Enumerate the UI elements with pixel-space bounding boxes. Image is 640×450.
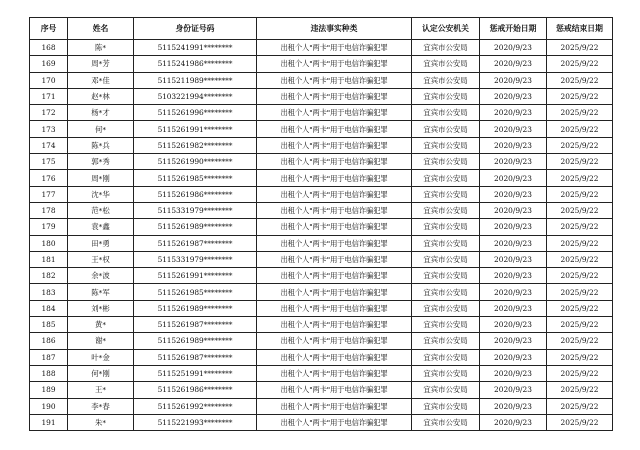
cell-name: 刘*彬 (68, 300, 134, 316)
cell-index: 179 (30, 219, 68, 235)
table-row (30, 56, 613, 72)
cell-authority: 宜宾市公安局 (412, 219, 480, 235)
cell-violation-type: 出租个人"两卡"用于电信诈骗犯罪 (257, 365, 412, 381)
table-row (30, 235, 613, 251)
cell-start-date: 2020/9/23 (480, 365, 547, 381)
cell-authority: 宜宾市公安局 (412, 398, 480, 414)
cell-start-date: 2020/9/23 (480, 121, 547, 137)
cell-start-date: 2020/9/23 (480, 317, 547, 333)
cell-end-date: 2025/9/22 (547, 284, 613, 300)
table-row (30, 40, 613, 56)
cell-name: 李*春 (68, 398, 134, 414)
cell-id-number: 5115251991******** (134, 365, 257, 381)
cell-authority: 宜宾市公安局 (412, 170, 480, 186)
table-row (30, 154, 613, 170)
cell-violation-type: 出租个人"两卡"用于电信诈骗犯罪 (257, 349, 412, 365)
cell-id-number: 5115261987******** (134, 317, 257, 333)
cell-name: 袁*鑫 (68, 219, 134, 235)
cell-end-date: 2025/9/22 (547, 317, 613, 333)
cell-name: 王* (68, 382, 134, 398)
table-row (30, 202, 613, 218)
cell-id-number: 5115261996******** (134, 105, 257, 121)
table-row (30, 317, 613, 333)
cell-index: 178 (30, 202, 68, 218)
cell-start-date: 2020/9/23 (480, 300, 547, 316)
cell-violation-type: 出租个人"两卡"用于电信诈骗犯罪 (257, 235, 412, 251)
cell-id-number: 5115211989******** (134, 72, 257, 88)
cell-end-date: 2025/9/22 (547, 235, 613, 251)
header-violation-type: 违法事实种类 (257, 18, 412, 40)
cell-violation-type: 出租个人"两卡"用于电信诈骗犯罪 (257, 121, 412, 137)
cell-start-date: 2020/9/23 (480, 40, 547, 56)
cell-start-date: 2020/9/23 (480, 154, 547, 170)
cell-index: 186 (30, 333, 68, 349)
header-end-date: 惩戒结束日期 (547, 18, 613, 40)
cell-name: 叶*金 (68, 349, 134, 365)
cell-name: 郭*秀 (68, 154, 134, 170)
cell-id-number: 5115261991******** (134, 121, 257, 137)
cell-end-date: 2025/9/22 (547, 121, 613, 137)
cell-authority: 宜宾市公安局 (412, 300, 480, 316)
cell-name: 谢* (68, 333, 134, 349)
cell-authority: 宜宾市公安局 (412, 414, 480, 430)
cell-index: 191 (30, 414, 68, 430)
cell-end-date: 2025/9/22 (547, 88, 613, 104)
cell-violation-type: 出租个人"两卡"用于电信诈骗犯罪 (257, 40, 412, 56)
cell-name: 陈*军 (68, 284, 134, 300)
cell-authority: 宜宾市公安局 (412, 105, 480, 121)
cell-end-date: 2025/9/22 (547, 251, 613, 267)
cell-authority: 宜宾市公安局 (412, 56, 480, 72)
table-row (30, 382, 613, 398)
blacklist-table (29, 17, 613, 431)
cell-index: 177 (30, 186, 68, 202)
cell-index: 168 (30, 40, 68, 56)
table-row (30, 186, 613, 202)
cell-end-date: 2025/9/22 (547, 154, 613, 170)
table-body (30, 40, 613, 431)
cell-name: 范*松 (68, 202, 134, 218)
cell-authority: 宜宾市公安局 (412, 88, 480, 104)
cell-id-number: 5115241991******** (134, 40, 257, 56)
cell-violation-type: 出租个人"两卡"用于电信诈骗犯罪 (257, 300, 412, 316)
cell-authority: 宜宾市公安局 (412, 365, 480, 381)
cell-index: 189 (30, 382, 68, 398)
cell-violation-type: 出租个人"两卡"用于电信诈骗犯罪 (257, 56, 412, 72)
cell-start-date: 2020/9/23 (480, 284, 547, 300)
cell-start-date: 2020/9/23 (480, 186, 547, 202)
cell-id-number: 5115261989******** (134, 333, 257, 349)
cell-violation-type: 出租个人"两卡"用于电信诈骗犯罪 (257, 137, 412, 153)
cell-authority: 宜宾市公安局 (412, 137, 480, 153)
cell-authority: 宜宾市公安局 (412, 317, 480, 333)
cell-violation-type: 出租个人"两卡"用于电信诈骗犯罪 (257, 202, 412, 218)
cell-name: 周*刚 (68, 170, 134, 186)
table-row (30, 105, 613, 121)
cell-index: 190 (30, 398, 68, 414)
cell-authority: 宜宾市公安局 (412, 284, 480, 300)
header-start-date: 惩戒开始日期 (480, 18, 547, 40)
cell-id-number: 5115261987******** (134, 349, 257, 365)
cell-authority: 宜宾市公安局 (412, 235, 480, 251)
cell-authority: 宜宾市公安局 (412, 72, 480, 88)
cell-authority: 宜宾市公安局 (412, 186, 480, 202)
blacklist-table-container (29, 17, 612, 431)
cell-end-date: 2025/9/22 (547, 414, 613, 430)
cell-id-number: 5115221993******** (134, 414, 257, 430)
cell-name: 陈*兵 (68, 137, 134, 153)
cell-violation-type: 出租个人"两卡"用于电信诈骗犯罪 (257, 284, 412, 300)
cell-index: 187 (30, 349, 68, 365)
cell-end-date: 2025/9/22 (547, 170, 613, 186)
cell-start-date: 2020/9/23 (480, 72, 547, 88)
cell-authority: 宜宾市公安局 (412, 251, 480, 267)
cell-id-number: 5115261986******** (134, 186, 257, 202)
cell-id-number: 5103221994******** (134, 88, 257, 104)
cell-end-date: 2025/9/22 (547, 398, 613, 414)
cell-authority: 宜宾市公安局 (412, 268, 480, 284)
cell-id-number: 5115261992******** (134, 398, 257, 414)
cell-violation-type: 出租个人"两卡"用于电信诈骗犯罪 (257, 170, 412, 186)
header-authority: 认定公安机关 (412, 18, 480, 40)
table-row (30, 72, 613, 88)
cell-name: 杨*才 (68, 105, 134, 121)
cell-id-number: 5115261989******** (134, 219, 257, 235)
cell-start-date: 2020/9/23 (480, 382, 547, 398)
cell-violation-type: 出租个人"两卡"用于电信诈骗犯罪 (257, 72, 412, 88)
cell-violation-type: 出租个人"两卡"用于电信诈骗犯罪 (257, 105, 412, 121)
cell-end-date: 2025/9/22 (547, 300, 613, 316)
cell-name: 赵*林 (68, 88, 134, 104)
cell-end-date: 2025/9/22 (547, 105, 613, 121)
cell-index: 181 (30, 251, 68, 267)
cell-name: 沈*华 (68, 186, 134, 202)
header-id-number: 身份证号码 (134, 18, 257, 40)
cell-index: 182 (30, 268, 68, 284)
cell-name: 余*波 (68, 268, 134, 284)
cell-start-date: 2020/9/23 (480, 202, 547, 218)
cell-id-number: 5115261987******** (134, 235, 257, 251)
cell-violation-type: 出租个人"两卡"用于电信诈骗犯罪 (257, 398, 412, 414)
cell-index: 172 (30, 105, 68, 121)
cell-end-date: 2025/9/22 (547, 186, 613, 202)
cell-violation-type: 出租个人"两卡"用于电信诈骗犯罪 (257, 333, 412, 349)
cell-violation-type: 出租个人"两卡"用于电信诈骗犯罪 (257, 382, 412, 398)
cell-violation-type: 出租个人"两卡"用于电信诈骗犯罪 (257, 251, 412, 267)
cell-id-number: 5115261991******** (134, 268, 257, 284)
cell-id-number: 5115261982******** (134, 137, 257, 153)
cell-start-date: 2020/9/23 (480, 268, 547, 284)
cell-violation-type: 出租个人"两卡"用于电信诈骗犯罪 (257, 268, 412, 284)
cell-start-date: 2020/9/23 (480, 333, 547, 349)
cell-index: 170 (30, 72, 68, 88)
cell-start-date: 2020/9/23 (480, 88, 547, 104)
cell-end-date: 2025/9/22 (547, 333, 613, 349)
cell-start-date: 2020/9/23 (480, 235, 547, 251)
cell-name: 黄* (68, 317, 134, 333)
cell-name: 田*勇 (68, 235, 134, 251)
table-row (30, 219, 613, 235)
cell-index: 188 (30, 365, 68, 381)
cell-name: 何*刚 (68, 365, 134, 381)
table-row (30, 268, 613, 284)
cell-index: 183 (30, 284, 68, 300)
header-index: 序号 (30, 18, 68, 40)
cell-violation-type: 出租个人"两卡"用于电信诈骗犯罪 (257, 414, 412, 430)
cell-authority: 宜宾市公安局 (412, 382, 480, 398)
cell-start-date: 2020/9/23 (480, 414, 547, 430)
cell-id-number: 5115261990******** (134, 154, 257, 170)
cell-authority: 宜宾市公安局 (412, 349, 480, 365)
cell-end-date: 2025/9/22 (547, 56, 613, 72)
cell-index: 171 (30, 88, 68, 104)
cell-end-date: 2025/9/22 (547, 382, 613, 398)
cell-violation-type: 出租个人"两卡"用于电信诈骗犯罪 (257, 154, 412, 170)
cell-end-date: 2025/9/22 (547, 268, 613, 284)
table-row (30, 414, 613, 430)
cell-start-date: 2020/9/23 (480, 170, 547, 186)
table-row (30, 284, 613, 300)
cell-index: 185 (30, 317, 68, 333)
table-row (30, 365, 613, 381)
cell-start-date: 2020/9/23 (480, 349, 547, 365)
table-row (30, 251, 613, 267)
cell-index: 173 (30, 121, 68, 137)
cell-end-date: 2025/9/22 (547, 365, 613, 381)
cell-name: 邓*佳 (68, 72, 134, 88)
table-row (30, 121, 613, 137)
cell-id-number: 5115261985******** (134, 170, 257, 186)
table-row (30, 333, 613, 349)
cell-id-number: 5115261989******** (134, 300, 257, 316)
table-row (30, 349, 613, 365)
header-row (30, 18, 613, 40)
cell-start-date: 2020/9/23 (480, 56, 547, 72)
cell-end-date: 2025/9/22 (547, 137, 613, 153)
cell-name: 陈* (68, 40, 134, 56)
cell-end-date: 2025/9/22 (547, 72, 613, 88)
cell-start-date: 2020/9/23 (480, 219, 547, 235)
cell-authority: 宜宾市公安局 (412, 154, 480, 170)
cell-end-date: 2025/9/22 (547, 40, 613, 56)
cell-start-date: 2020/9/23 (480, 137, 547, 153)
cell-id-number: 5115331979******** (134, 202, 257, 218)
cell-authority: 宜宾市公安局 (412, 202, 480, 218)
cell-start-date: 2020/9/23 (480, 398, 547, 414)
cell-start-date: 2020/9/23 (480, 251, 547, 267)
cell-name: 周*芳 (68, 56, 134, 72)
table-row (30, 300, 613, 316)
cell-authority: 宜宾市公安局 (412, 40, 480, 56)
cell-end-date: 2025/9/22 (547, 202, 613, 218)
cell-index: 184 (30, 300, 68, 316)
table-row (30, 137, 613, 153)
cell-violation-type: 出租个人"两卡"用于电信诈骗犯罪 (257, 186, 412, 202)
cell-name: 王*权 (68, 251, 134, 267)
cell-index: 169 (30, 56, 68, 72)
cell-name: 何* (68, 121, 134, 137)
cell-index: 174 (30, 137, 68, 153)
table-row (30, 170, 613, 186)
cell-id-number: 5115241986******** (134, 56, 257, 72)
cell-name: 朱* (68, 414, 134, 430)
table-row (30, 398, 613, 414)
cell-index: 176 (30, 170, 68, 186)
cell-start-date: 2020/9/23 (480, 105, 547, 121)
cell-authority: 宜宾市公安局 (412, 121, 480, 137)
cell-id-number: 5115261985******** (134, 284, 257, 300)
table-row (30, 88, 613, 104)
cell-index: 175 (30, 154, 68, 170)
cell-id-number: 5115261986******** (134, 382, 257, 398)
header-name: 姓名 (68, 18, 134, 40)
cell-authority: 宜宾市公安局 (412, 333, 480, 349)
cell-id-number: 5115331979******** (134, 251, 257, 267)
cell-index: 180 (30, 235, 68, 251)
cell-end-date: 2025/9/22 (547, 349, 613, 365)
cell-violation-type: 出租个人"两卡"用于电信诈骗犯罪 (257, 317, 412, 333)
cell-violation-type: 出租个人"两卡"用于电信诈骗犯罪 (257, 219, 412, 235)
cell-end-date: 2025/9/22 (547, 219, 613, 235)
cell-violation-type: 出租个人"两卡"用于电信诈骗犯罪 (257, 88, 412, 104)
